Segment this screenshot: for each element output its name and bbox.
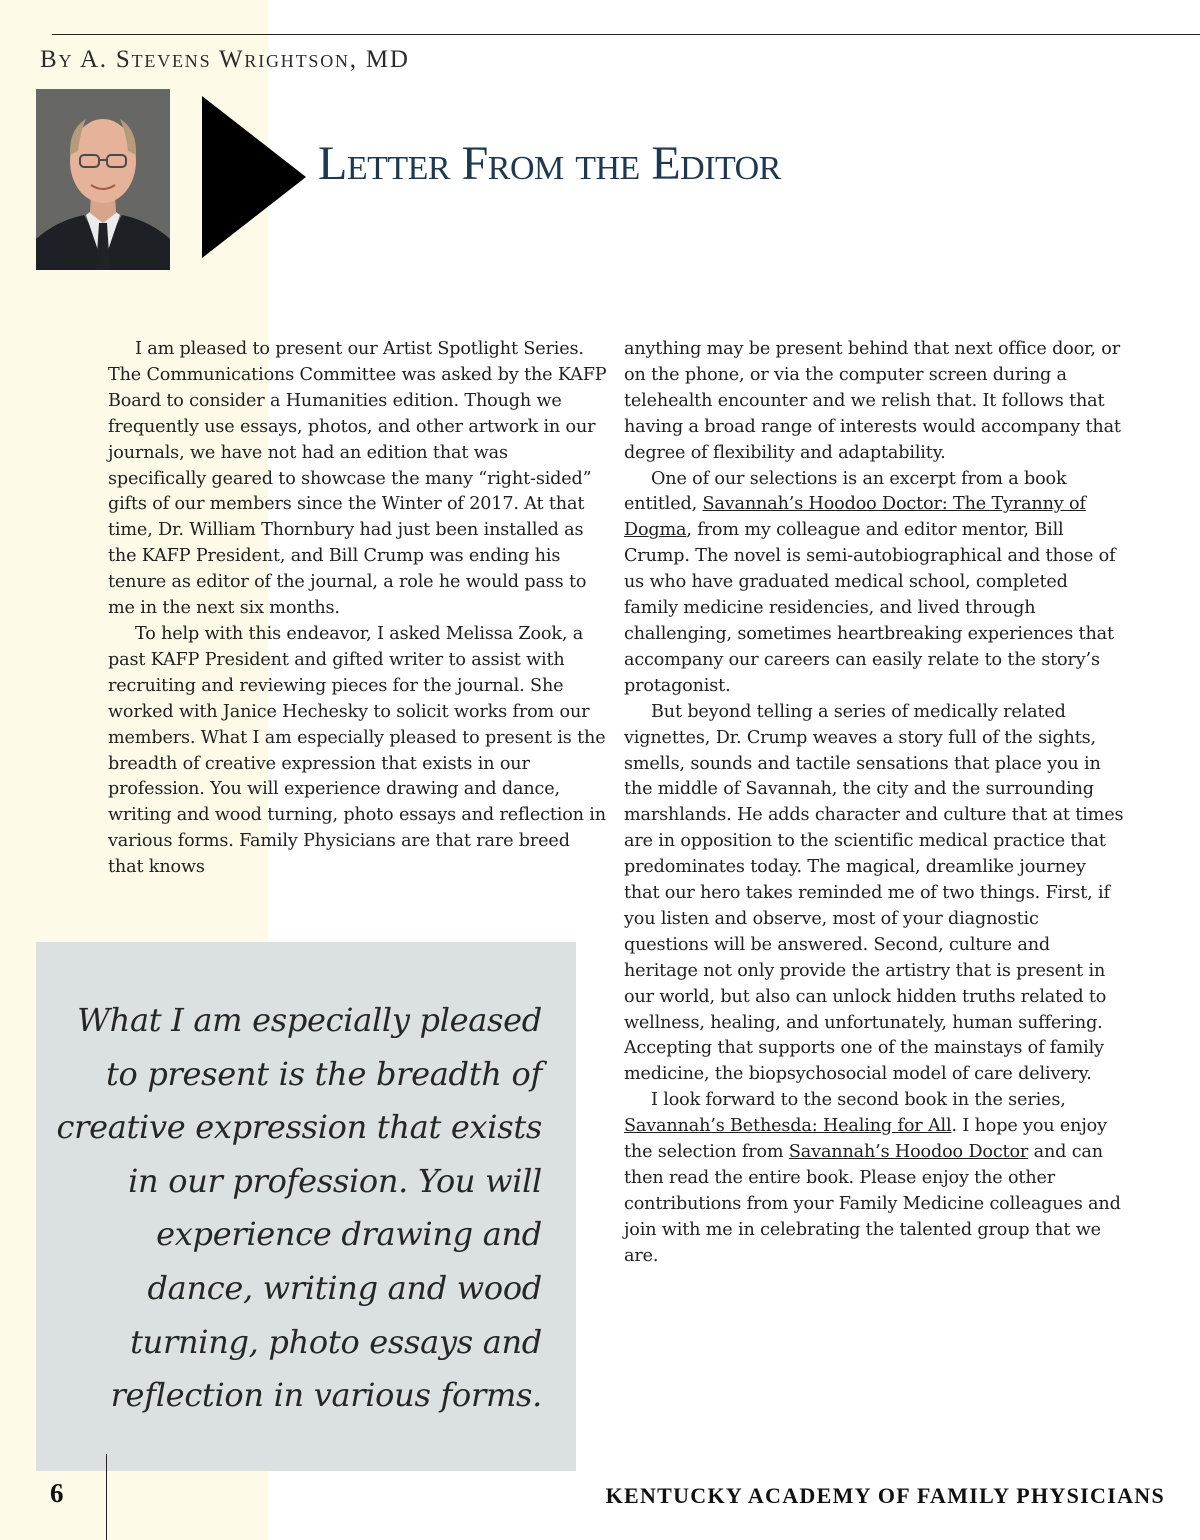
paragraph: But beyond telling a series of medically related vignettes, Dr. Crump weaves a story full of the sights, smells, sounds and tactile sensations that place you in the middle of Savannah, the city and the surrounding marshlands. He adds character and culture that at times are in opposition to the scientific medical practice that predominates today. The magical, dreamlike journey that our hero takes reminded me of two things. First, if you listen and observe, most of your diagnostic questions will be answered. Second, culture and heritage not only provide the artistry that is present in our world, but also can unlock hidden truths related to wellness, healing, and unfortunately, human suffering. Accepting that supports one of the mainstays of family medicine, the biopsychosocial model of care delivery. xyxy=(624,701,1124,1085)
book-title: Savannah’s Hoodoo Doctor: The Tyranny of Dogma xyxy=(624,494,1086,541)
pull-quote-box xyxy=(36,942,576,1471)
footer-organization: KENTUCKY ACADEMY OF FAMILY PHYSICIANS xyxy=(605,1483,1165,1508)
pull-quote-text: What I am especially pleased to present is the breadth of creative expression that exists in our profession. You will experience drawing and dance, writing and wood turning, photo essays and reflection in various forms. xyxy=(56,1001,542,1415)
paragraph: anything may be present behind that next office door, or on the phone, or via the computer screen during a telehealth encounter and we relish that. It follows that having a broad range of interests would accompany that degree of flexibility and adaptability. xyxy=(624,339,1121,463)
text-run: and can then read the entire book. Please enjoy the other contributions from your Family Medicine colleagues and join with me in celebrating the talented group that we are. xyxy=(624,1142,1121,1266)
paragraph xyxy=(624,1088,1124,1269)
top-rule xyxy=(52,34,1200,35)
paragraph xyxy=(624,467,1124,700)
book-title: Savannah’s Hoodoo Doctor xyxy=(788,1142,1029,1163)
page-number: 6 xyxy=(50,1478,64,1508)
text-run: I look forward to the second book in the series, xyxy=(651,1090,1066,1111)
book-title: Savannah’s Bethesda: Healing for All xyxy=(624,1116,952,1137)
paragraph: I am pleased to present our Artist Spotlight Series. The Communications Committee was asked by the KAFP Board to consider a Humanities edition. Though we frequently use essays, photos, and other artwork in our journals, we have not had an edition that was specifically geared to showcase the many “right-sided” gifts of our members since the Winter of 2017. At that time, Dr. William Thornbury had just been installed as the KAFP President, and Bill Crump was ending his tenure as editor of the journal, a role he would pass to me in the next six months. xyxy=(108,339,607,619)
text-run: One of our selections is an excerpt from a book entitled, xyxy=(624,468,1067,515)
author-photo xyxy=(36,89,170,270)
body-column-left xyxy=(108,337,608,881)
author-portrait-illustration xyxy=(36,89,170,270)
footer-divider xyxy=(106,1454,107,1540)
text-run: . I hope you enjoy the selection from xyxy=(624,1116,1107,1163)
article-title: Letter From the Editor xyxy=(318,137,781,190)
black-triangle-icon xyxy=(202,96,306,258)
paragraph: To help with this endeavor, I asked Melissa Zook, a past KAFP President and gifted writer to assist with recruiting and reviewing pieces for the journal. She worked with Janice Hechesky to solicit works from our members. What I am especially pleased to present is the breadth of creative expression that exists in our profession. You will experience drawing and dance, writing and wood turning, photo essays and reflection in various forms. Family Physicians are that rare breed that knows xyxy=(108,623,606,878)
body-column-right xyxy=(624,337,1124,1270)
author-byline: By A. Stevens Wrightson, MD xyxy=(40,46,410,73)
text-run: , from my colleague and editor mentor, Bill Crump. The novel is semi-autobiographical and those of us who have graduated medical school, completed family medicine residencies, and lived through challenging, sometimes heartbreaking experiences that accompany our careers can easily relate to the story’s protagonist. xyxy=(624,520,1116,696)
